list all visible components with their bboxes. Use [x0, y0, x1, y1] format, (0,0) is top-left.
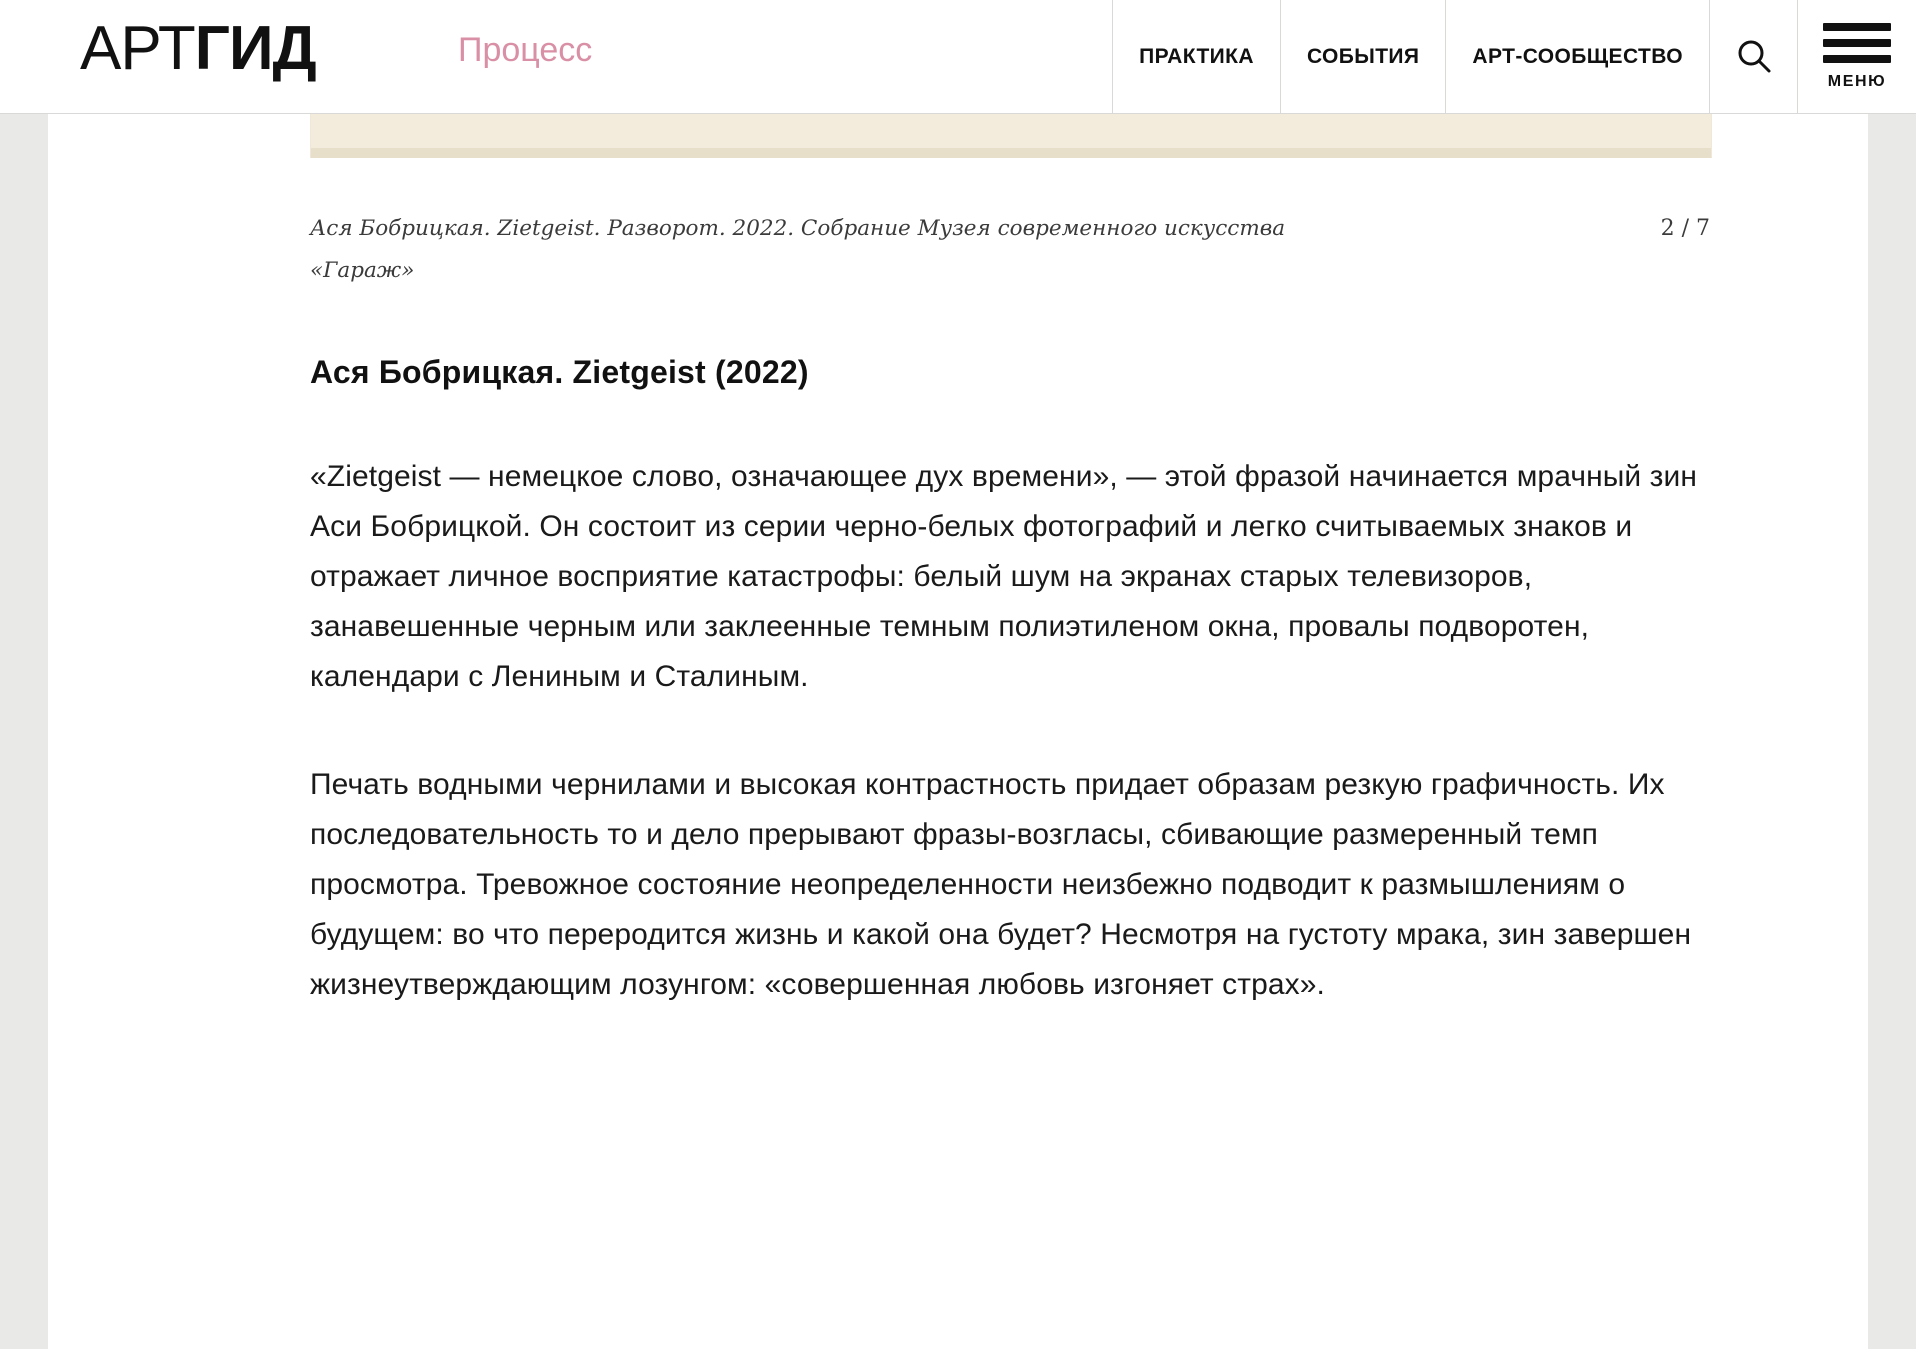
nav-item-praktika[interactable]: ПРАКТИКА — [1112, 0, 1280, 113]
article-title: Ася Бобрицкая. Zietgeist (2022) — [310, 354, 809, 390]
article-paragraph-2: Печать водными чернилами и высокая контрастность придает образам резкую графичность. Их последовательность то и дело прерывают фразы-возгласы, сбивающие размеренный темп просмотра. Тревожное состояние неопределенности неизбежно подводит к размышлениям о будущем: во что переродится жизнь и какой она будет? Несмотря на густоту мрака, зин завершен жизнеутверждающим лозунгом: «совершенная любовь изгоняет страх». — [310, 768, 1692, 1001]
image-bottom-edge — [311, 148, 1711, 158]
search-icon — [1733, 36, 1775, 78]
article-body — [310, 352, 1710, 1010]
slider-counter: 2 / 7 — [1660, 216, 1710, 241]
search-button[interactable] — [1710, 0, 1798, 113]
menu-button[interactable] — [1798, 0, 1916, 113]
slider-caption: Ася Бобрицкая. Zietgeist. Разворот. 2022. Собрание Музея современного искусства «Гараж» — [310, 216, 1286, 283]
hamburger-icon — [1823, 23, 1891, 63]
menu-button-label: МЕНЮ — [1827, 72, 1887, 90]
site-header — [0, 0, 1916, 114]
article-paragraph-1: «Zietgeist — немецкое слово, означающее дух времени», — этой фразой начинается мрачный зин Аси Бобрицкой. Он состоит из серии черно-белых фотографий и легко считываемых знаков и отражает личное восприятие катастрофы: белый шум на экранах старых телевизоров, занавешенные черным или заклеенные темным полиэтиленом окна, провалы подворотен, календари с Лениным и Сталиным. — [310, 460, 1698, 693]
logo-part-art: АРТ — [80, 14, 195, 83]
main-nav — [1112, 0, 1710, 113]
site-logo[interactable] — [80, 10, 316, 88]
nav-item-sobytiya[interactable]: СОБЫТИЯ — [1280, 0, 1445, 113]
nav-item-art-soobshchestvo[interactable]: АРТ-СООБЩЕСТВО — [1445, 0, 1710, 113]
slider-image[interactable] — [310, 113, 1712, 158]
content-sheet — [48, 0, 1868, 1349]
logo-part-gid: ГИД — [194, 14, 316, 83]
section-title[interactable]: Процесс — [458, 31, 593, 69]
slider-caption-row — [310, 208, 1710, 292]
